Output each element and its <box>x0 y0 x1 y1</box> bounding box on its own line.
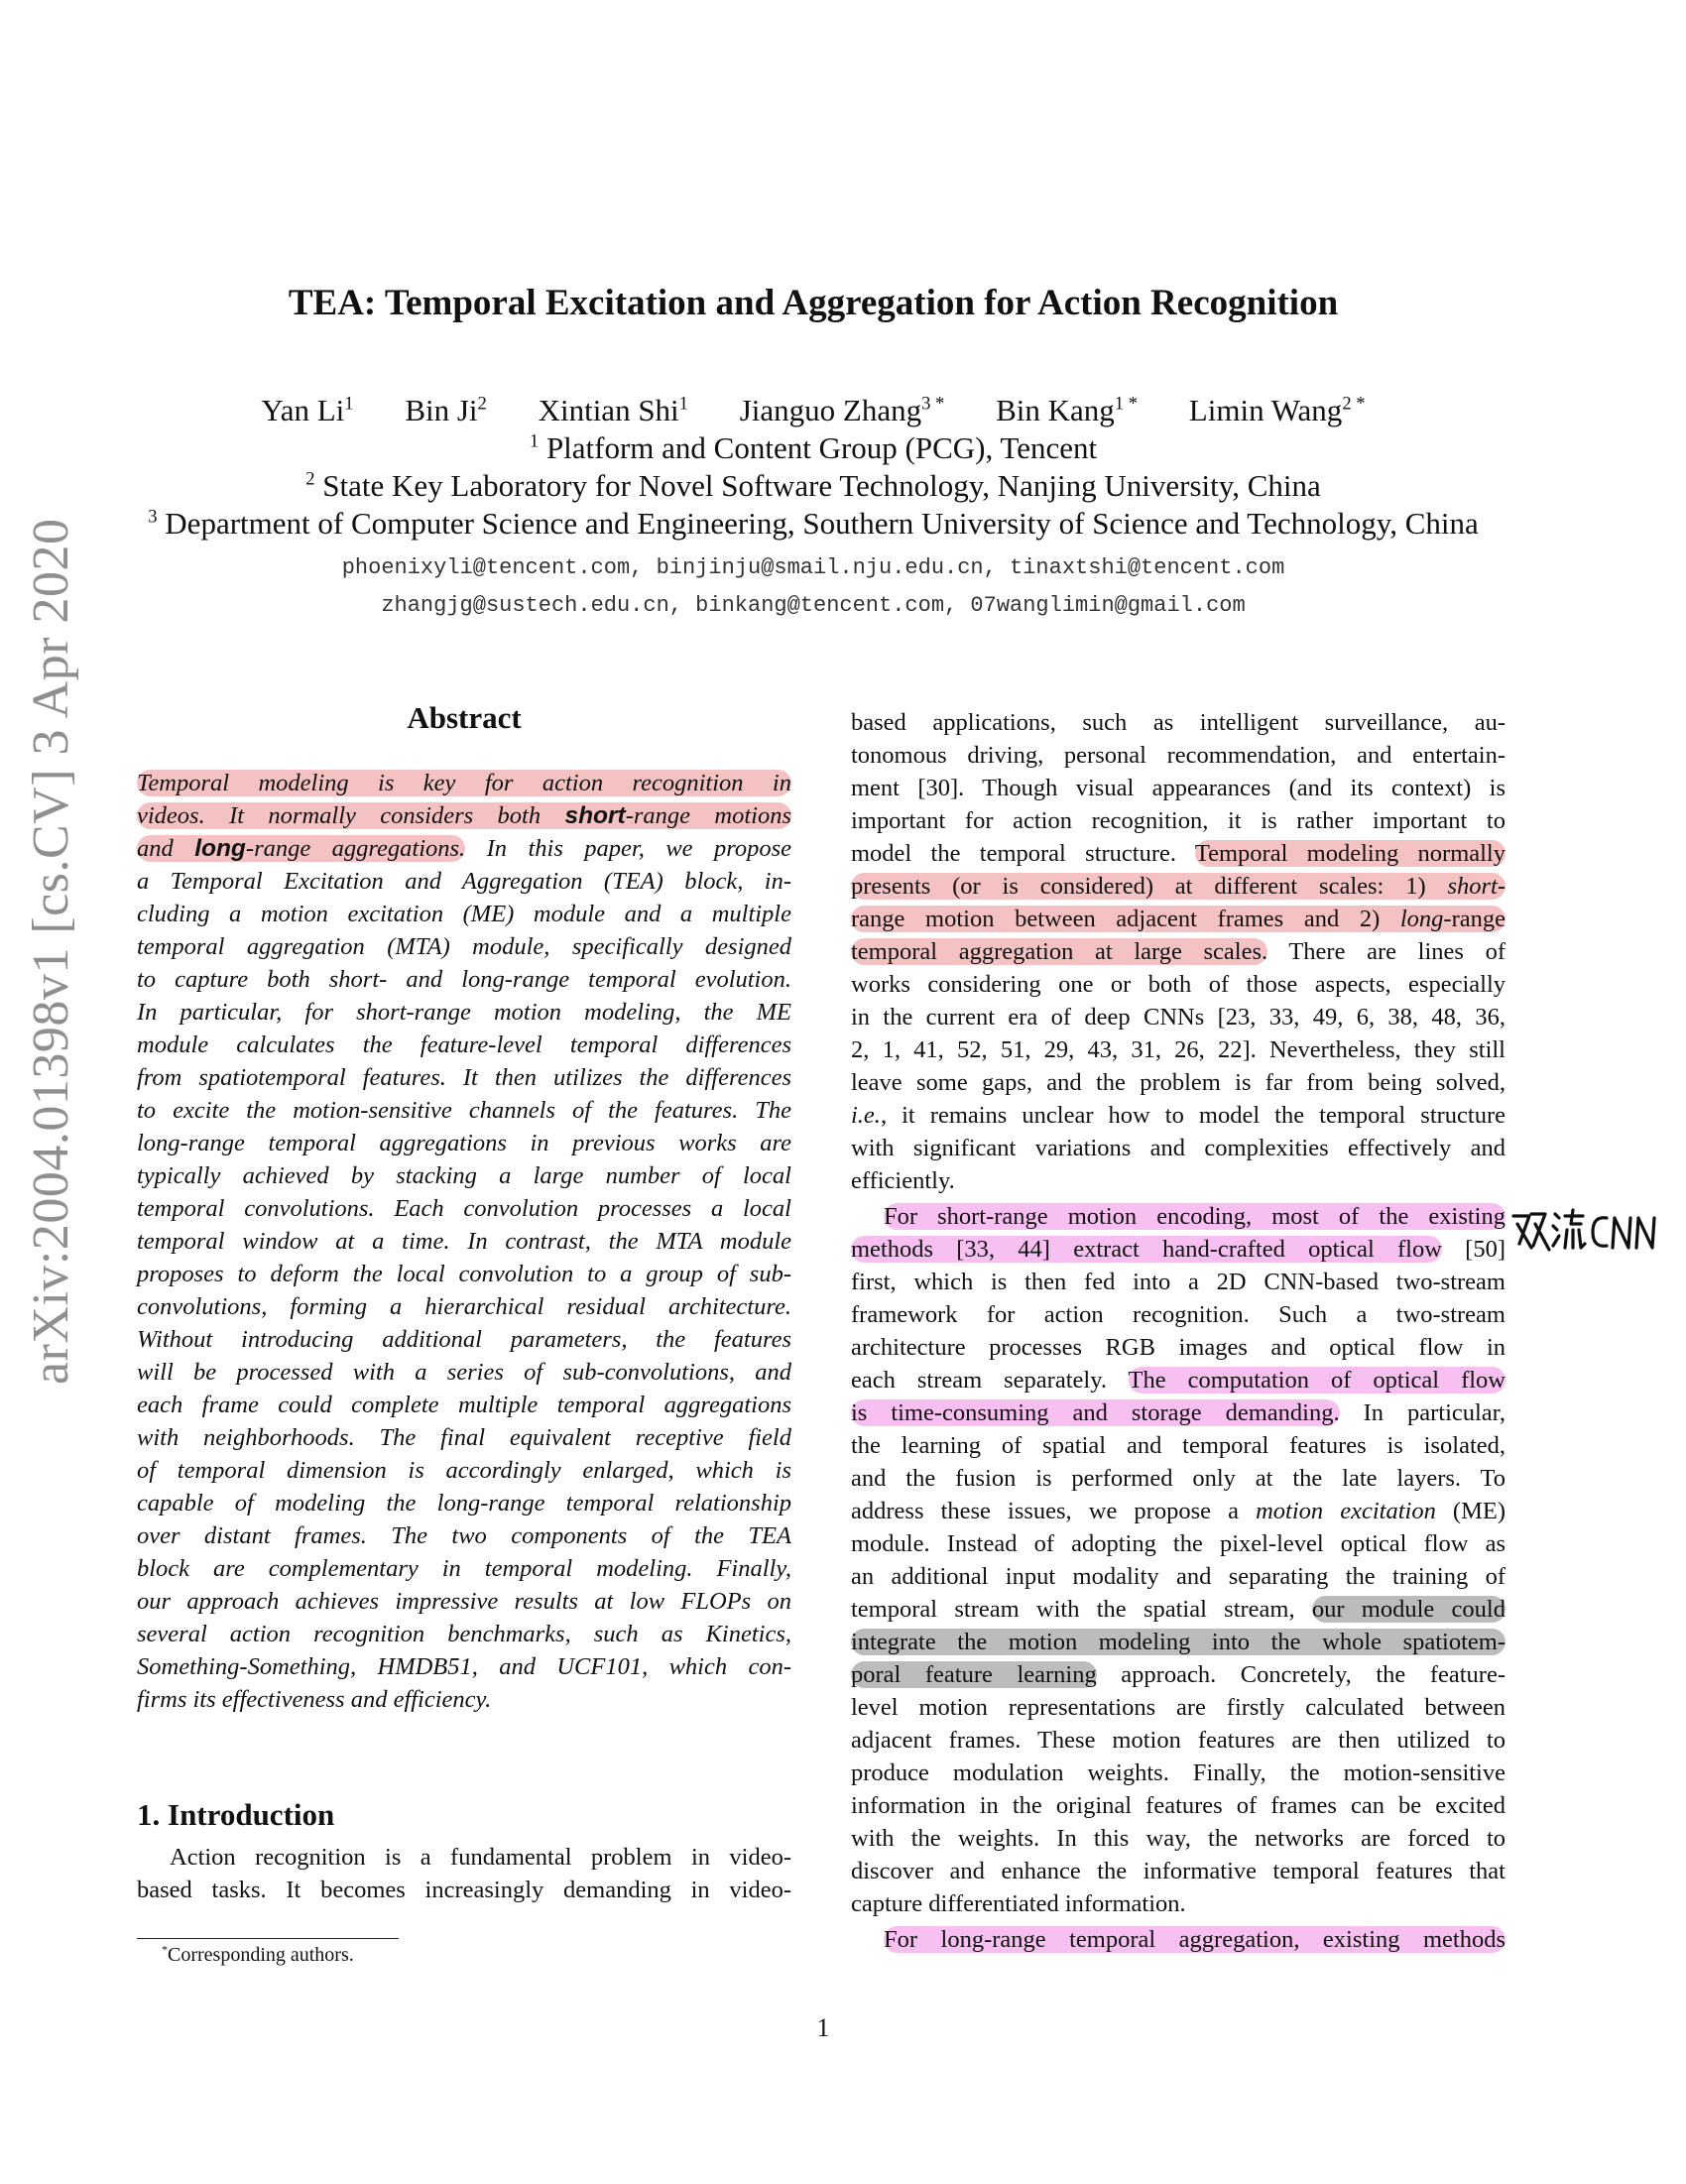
body-line: integrate the motion modeling into the whole spatiotem- <box>851 1629 1505 1655</box>
body-line: works considering one or both of those aspects, especially <box>851 971 1505 998</box>
body-line: efficiently. <box>851 1167 955 1194</box>
paper-title: TEA: Temporal Excitation and Aggregation for Action Recognition <box>288 283 1339 323</box>
body-line: tonomous driving, personal recommendation, and entertain- <box>851 742 1505 769</box>
body-line: address these issues, we propose a motion excitation (ME) <box>851 1498 1505 1524</box>
body-line: For long-range temporal aggregation, existing methods <box>884 1926 1505 1953</box>
affiliation: $^2$ State Key Laboratory for Novel Software Technology, Nanjing University, China <box>305 468 1321 503</box>
abstract-line: videos. It normally considers both short-range motions <box>137 802 791 829</box>
body-line: capture differentiated information. <box>851 1890 1186 1917</box>
body-line: presents (or is considered) at different scales: 1) short- <box>851 873 1505 900</box>
arxiv-stamp: arXiv:2004.01398v1 [cs.CV] 3 Apr 2020 <box>23 518 79 1385</box>
body-line: framework for action recognition. Such a two-stream <box>851 1301 1505 1328</box>
body-line: level motion representations are firstly calculated between <box>851 1694 1505 1721</box>
body-line: in the current era of deep CNNs [23, 33, 49, 6, 38, 48, 36, <box>851 1004 1505 1031</box>
section-heading: 1. Introduction <box>137 1797 335 1832</box>
abstract-line: will be processed with a series of sub-convolutions, and <box>137 1359 791 1386</box>
abstract-line: several action recognition benchmarks, such as Kinetics, <box>137 1621 791 1647</box>
handwritten-annotation <box>1509 1194 1668 1274</box>
body-line: leave some gaps, and the problem is far from being solved, <box>851 1069 1505 1096</box>
body-line: produce modulation weights. Finally, the motion-sensitive <box>851 1759 1505 1786</box>
abstract-line: from spatiotemporal features. It then utilizes the differences <box>137 1064 791 1091</box>
body-line: Action recognition is a fundamental problem in video- <box>170 1844 791 1871</box>
body-line: the learning of spatial and temporal features is isolated, <box>851 1432 1505 1459</box>
author: Limin Wang$^{2 *}$ <box>1188 393 1366 427</box>
body-line: poral feature learning approach. Concretely, the feature- <box>851 1661 1505 1688</box>
abstract-line: typically achieved by stacking a large number of local <box>137 1162 791 1189</box>
body-line: temporal aggregation at large scales. There are lines of <box>851 938 1505 965</box>
abstract-line: with neighborhoods. The final equivalent receptive field <box>137 1424 791 1451</box>
abstract-line: to excite the motion-sensitive channels of the features. The <box>137 1097 791 1124</box>
page-number: 1 <box>816 2013 830 2042</box>
affiliation: $^1$ Platform and Content Group (PCG), Tencent <box>529 430 1098 465</box>
author: Jianguo Zhang$^{3 *}$ <box>739 393 945 427</box>
abstract-line: our approach achieves impressive results at low FLOPs on <box>137 1588 791 1615</box>
body-line: adjacent frames. These motion features are then utilized to <box>851 1727 1505 1754</box>
abstract-line: Something-Something, HMDB51, and UCF101, which con- <box>137 1653 791 1680</box>
body-line: based tasks. It becomes increasingly demanding in video- <box>137 1877 791 1903</box>
body-line: first, which is then fed into a 2D CNN-based two-stream <box>851 1269 1505 1295</box>
footnote-rule <box>137 1938 399 1939</box>
body-line: architecture processes RGB images and optical flow in <box>851 1334 1505 1361</box>
abstract-line: cluding a motion excitation (ME) module and a multiple <box>137 901 791 927</box>
abstract-line: over distant frames. The two components of the TEA <box>137 1522 791 1549</box>
email-line: zhangjg@sustech.edu.cn, binkang@tencent.com, 07wanglimin@gmail.com <box>381 593 1246 618</box>
body-line: module. Instead of adopting the pixel-level optical flow as <box>851 1530 1505 1557</box>
body-line: based applications, such as intelligent surveillance, au- <box>851 709 1505 736</box>
body-line: For short-range motion encoding, most of the existing <box>884 1203 1505 1230</box>
footnote: *Corresponding authors. <box>162 1942 354 1966</box>
abstract-body <box>137 767 791 1729</box>
body-line: and the fusion is performed only at the late layers. To <box>851 1465 1505 1492</box>
right-column <box>851 706 1505 1956</box>
abstract-line: module calculates the feature-level temporal differences <box>137 1031 791 1058</box>
abstract-line: a Temporal Excitation and Aggregation (TEA) block, in- <box>137 868 791 895</box>
body-line: important for action recognition, it is rather important to <box>851 807 1505 834</box>
body-line: with the weights. In this way, the networks are forced to <box>851 1825 1505 1852</box>
author: Bin Kang$^{1 *}$ <box>996 393 1139 427</box>
body-line: discover and enhance the informative temporal features that <box>851 1858 1505 1884</box>
abstract-line: firms its effectiveness and efficiency. <box>137 1686 492 1713</box>
abstract-line: temporal window at a time. In contrast, the MTA module <box>137 1228 791 1255</box>
abstract-line: Temporal modeling is key for action recognition in <box>137 770 791 796</box>
body-line: methods [33, 44] extract hand-crafted optical flow [50] <box>851 1236 1505 1263</box>
abstract-line: In particular, for short-range motion modeling, the ME <box>137 999 791 1026</box>
abstract-line: each frame could complete multiple temporal aggregations <box>137 1392 791 1418</box>
author: Bin Ji$^2$ <box>405 393 487 427</box>
abstract-line: block are complementary in temporal modeling. Finally, <box>137 1555 791 1582</box>
body-line: model the temporal structure. Temporal modeling normally <box>851 840 1505 867</box>
body-line: i.e., it remains unclear how to model the temporal structure <box>851 1102 1505 1129</box>
body-line: temporal stream with the spatial stream, our module could <box>851 1596 1505 1623</box>
abstract-line: temporal convolutions. Each convolution processes a local <box>137 1195 791 1222</box>
abstract-line: to capture both short- and long-range temporal evolution. <box>137 966 791 993</box>
body-line: range motion between adjacent frames and 2) long-range <box>851 906 1505 932</box>
abstract-line: convolutions, forming a hierarchical residual architecture. <box>137 1293 791 1320</box>
abstract-line: long-range temporal aggregations in previous works are <box>137 1130 791 1156</box>
author: Xintian Shi$^1$ <box>538 393 688 427</box>
abstract-line: and long-range aggregations. In this paper, we propose <box>137 835 791 862</box>
body-line: with significant variations and complexities effectively and <box>851 1135 1505 1161</box>
abstract-line: temporal aggregation (MTA) module, specifically designed <box>137 933 791 960</box>
author-list <box>0 393 1626 428</box>
abstract-line: capable of modeling the long-range temporal relationship <box>137 1490 791 1517</box>
body-line: is time-consuming and storage demanding. In particular, <box>851 1399 1505 1426</box>
abstract-line: Without introducing additional parameters, the features <box>137 1326 791 1353</box>
body-line: ment [30]. Though visual appearances (and its context) is <box>851 775 1505 801</box>
body-line: an additional input modality and separating the training of <box>851 1563 1505 1590</box>
abstract-line: proposes to deform the local convolution to a group of sub- <box>137 1261 791 1287</box>
body-line: 2, 1, 41, 52, 51, 29, 43, 31, 26, 22]. Nevertheless, they still <box>851 1036 1505 1063</box>
affiliation: $^3$ Department of Computer Science and Engineering, Southern University of Science and Technology, China <box>148 506 1479 541</box>
author: Yan Li$^1$ <box>261 393 354 427</box>
body-line: each stream separately. The computation of optical flow <box>851 1367 1505 1394</box>
intro-paragraph <box>137 1841 791 1906</box>
abstract-line: of temporal dimension is accordingly enlarged, which is <box>137 1457 791 1484</box>
email-line: phoenixyli@tencent.com, binjinju@smail.nju.edu.cn, tinaxtshi@tencent.com <box>341 555 1285 580</box>
abstract-heading: Abstract <box>407 700 522 735</box>
body-line: information in the original features of frames can be excited <box>851 1792 1505 1819</box>
